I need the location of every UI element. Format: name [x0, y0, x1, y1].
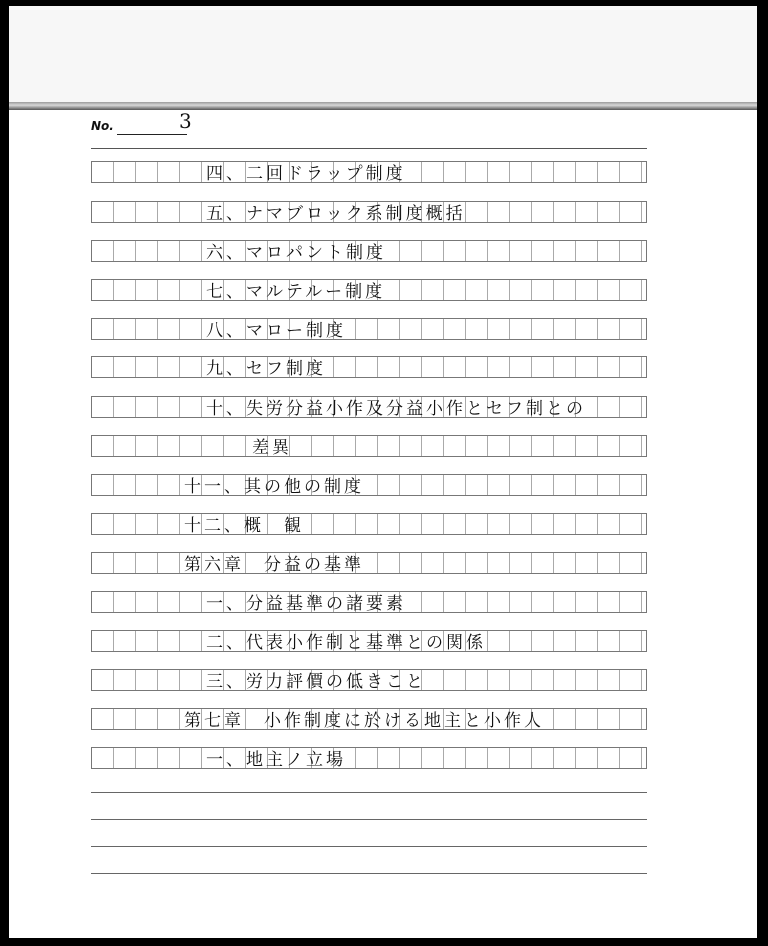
- manuscript-row: [91, 630, 647, 652]
- ruled-line: [91, 819, 647, 820]
- manuscript-row: [91, 356, 647, 378]
- line-text: 五、ナマブロック系制度概括: [206, 204, 466, 224]
- ruled-line: [91, 846, 647, 847]
- line-text: 二、代表小作制と基準との関係: [206, 633, 486, 653]
- line-text: 四、二回ドラップ制度: [206, 164, 406, 184]
- line-text: 三、労力評價の低きこと: [206, 672, 426, 692]
- top-rule: [91, 148, 647, 149]
- line-text: 十二、概 観: [184, 516, 304, 536]
- manuscript-row: [91, 552, 647, 574]
- no-underline: [117, 134, 187, 135]
- line-text: 九、セフ制度: [206, 359, 326, 379]
- notebook-page: [9, 6, 757, 938]
- manuscript-row: [91, 669, 647, 691]
- manuscript-row: [91, 279, 647, 301]
- page-number: 3: [179, 109, 192, 133]
- line-text: 六、マロパント制度: [206, 243, 386, 263]
- manuscript-row: [91, 240, 647, 262]
- manuscript-row: [91, 591, 647, 613]
- line-text: 差異: [252, 438, 292, 458]
- manuscript-row: [91, 396, 647, 418]
- line-text: 十一、其の他の制度: [184, 477, 364, 497]
- manuscript-row: [91, 474, 647, 496]
- line-text: 八、マロー制度: [206, 321, 346, 341]
- line-text: 第七章 小作制度に於ける地主と小作人: [184, 711, 544, 731]
- manuscript-row: [91, 201, 647, 223]
- ruled-line: [91, 873, 647, 874]
- line-text: 一、地主ノ立場: [206, 750, 346, 770]
- line-text: 一、分益基準の諸要素: [206, 594, 406, 614]
- page-edge: [9, 102, 757, 110]
- line-text: 七、マルテルー制度: [206, 282, 386, 302]
- manuscript-row: [91, 318, 647, 340]
- manuscript-row: [91, 435, 647, 457]
- manuscript-row: [91, 708, 647, 730]
- ruled-line: [91, 792, 647, 793]
- manuscript-row: [91, 513, 647, 535]
- no-label: No.: [91, 119, 114, 133]
- blank-top-area: [9, 6, 757, 102]
- manuscript-row: [91, 161, 647, 183]
- manuscript-row: [91, 747, 647, 769]
- line-text: 第六章 分益の基準: [184, 555, 364, 575]
- line-text: 十、失労分益小作及分益小作とセフ制との: [206, 399, 586, 419]
